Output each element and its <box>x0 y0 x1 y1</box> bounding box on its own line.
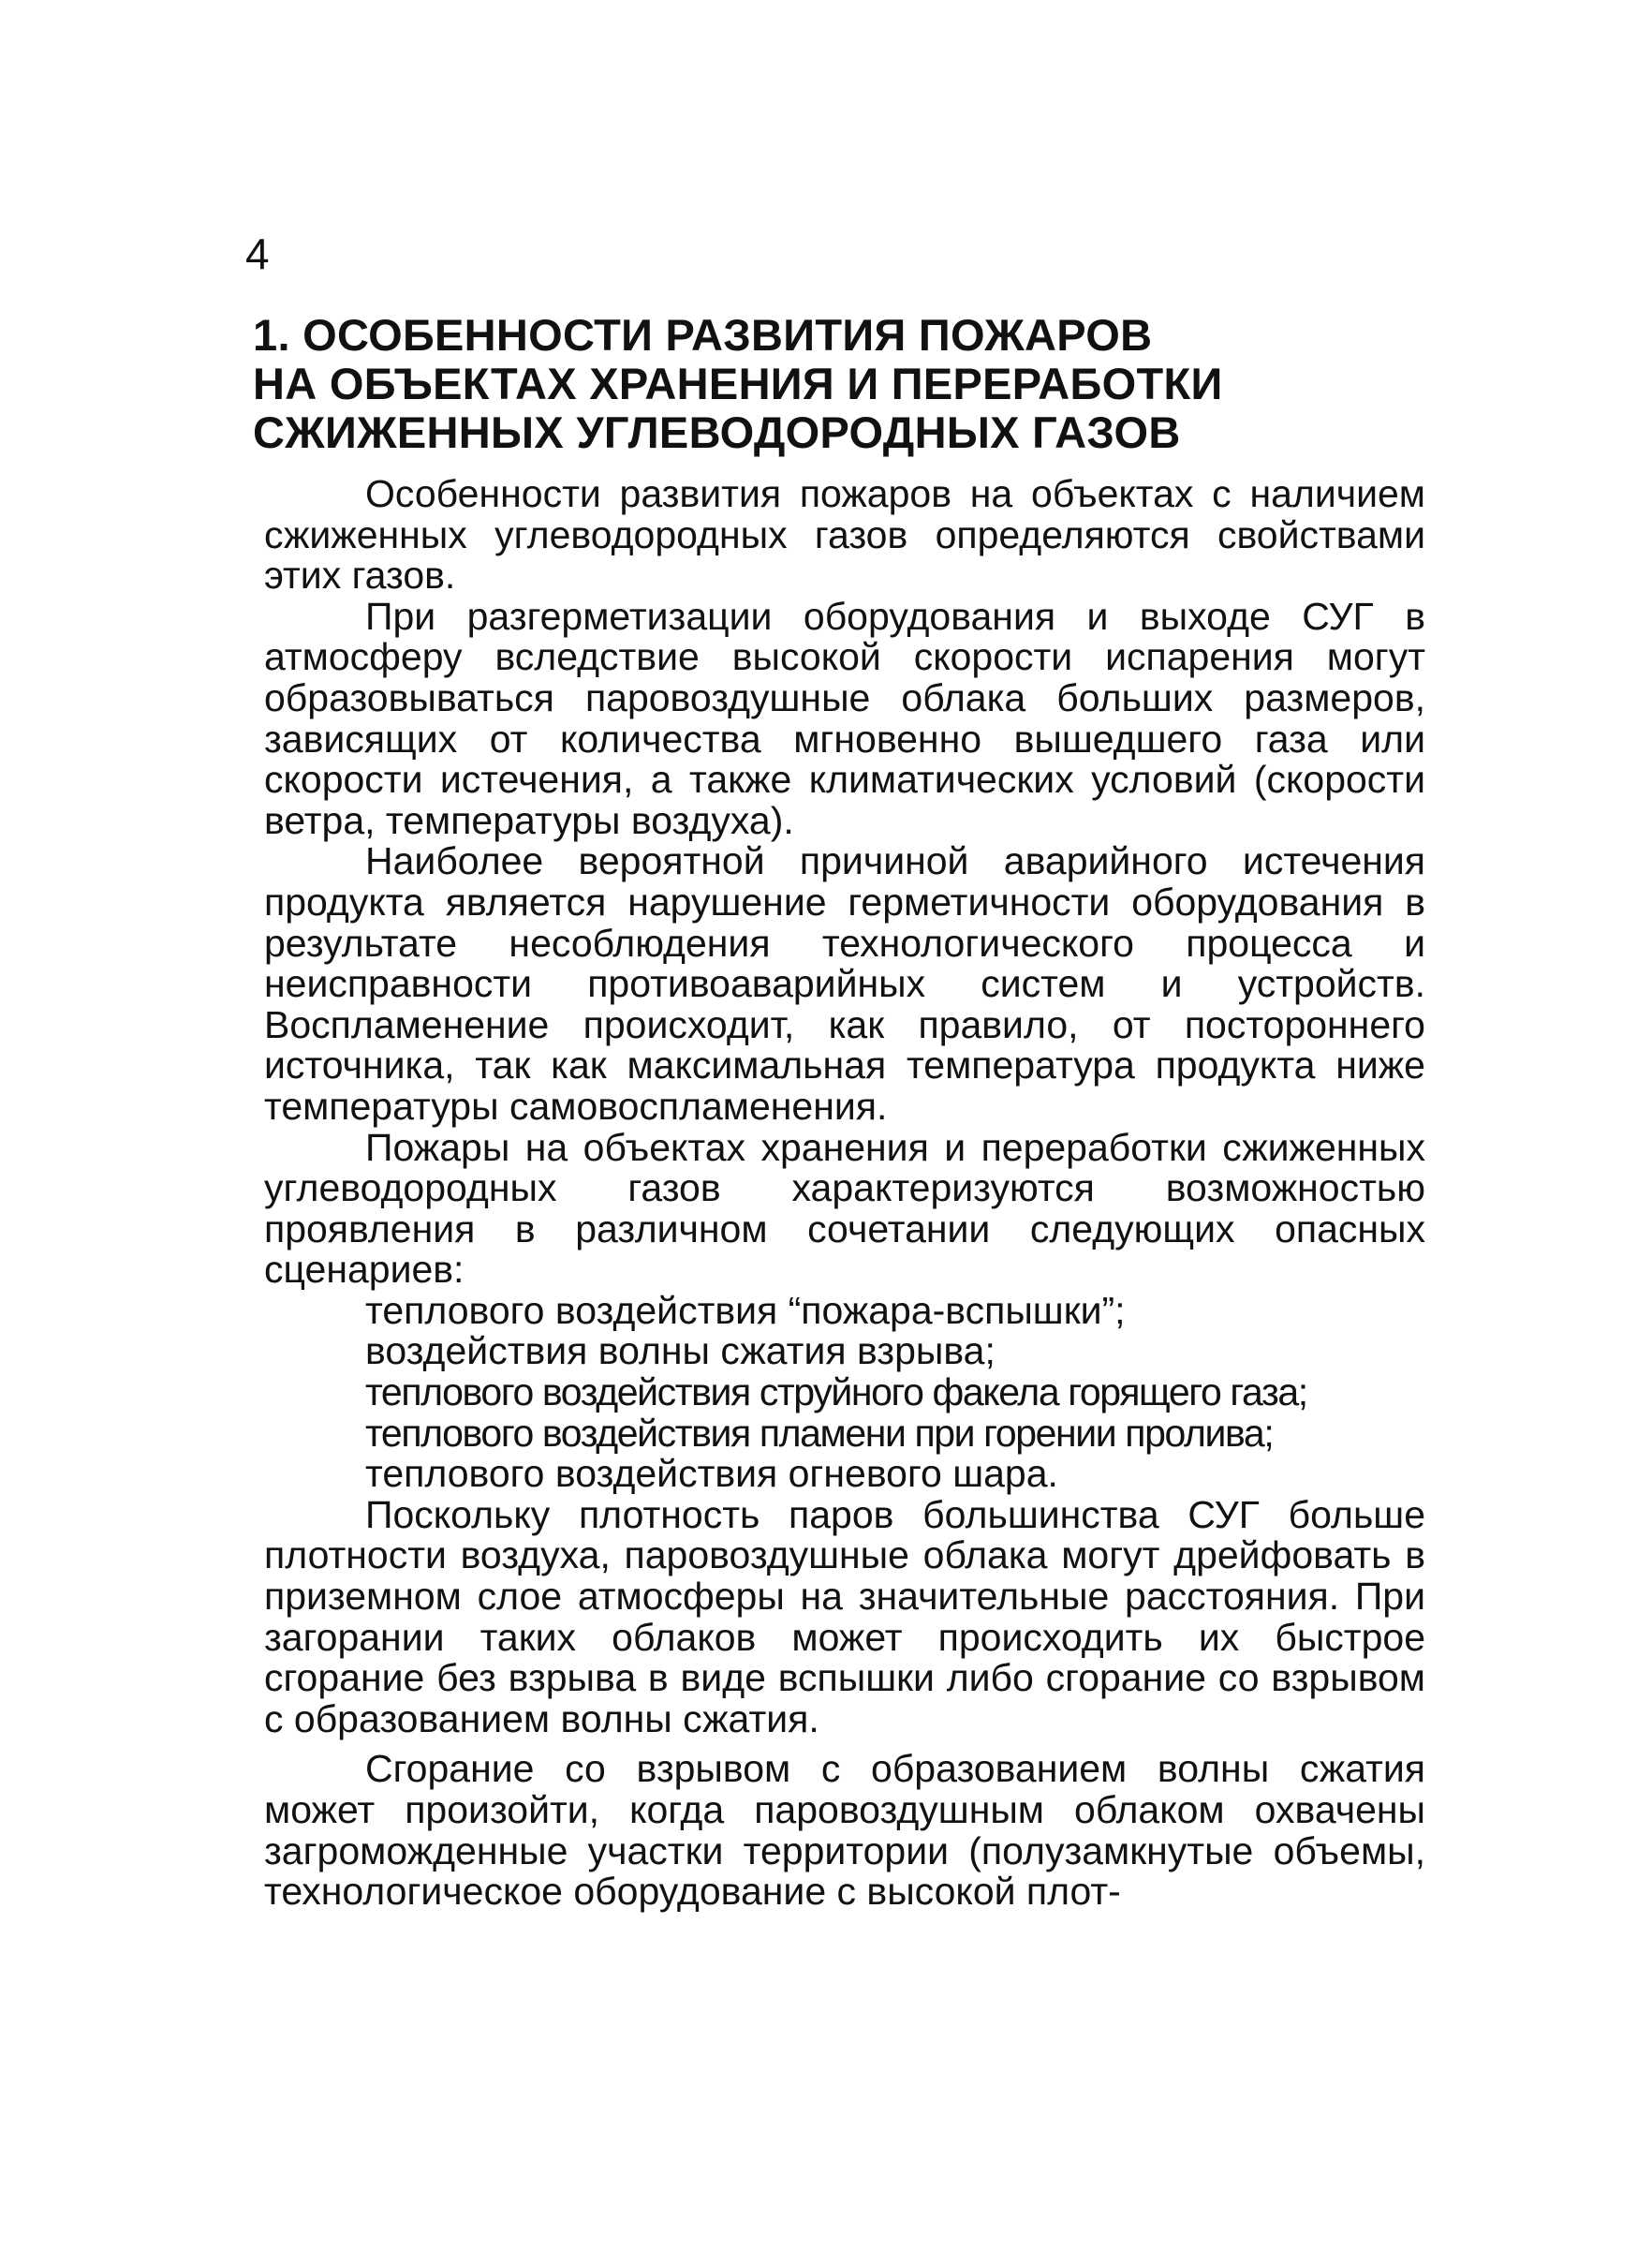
scenario-item: теплового воздействия струйного факела горящего газа; <box>365 1370 1307 1414</box>
scenario-list <box>264 1288 1425 1496</box>
page-number: 4 <box>245 229 270 278</box>
scenario-item: теплового воздействия огневого шара. <box>365 1452 1058 1496</box>
paragraph: Поскольку плотность паров большинства СУГ больше плотности воздуха, паровоздушные облака могут дрейфовать в приземном слое атмосферы на значительные расстояния. При загорании таких облаков может происходить их быстрое сгорание без взрыва в виде вспышки либо сгорание со взрывом с образованием волны сжатия. <box>264 1492 1425 1740</box>
section-heading-line: 1. ОСОБЕННОСТИ РАЗВИТИЯ ПОЖАРОВ <box>253 310 1153 360</box>
body-text <box>264 474 1425 1913</box>
paragraph: Пожары на объектах хранения и переработки сжиженных углеводородных газов характеризуются возможностью проявления в различном сочетании следующих опасных сценариев: <box>264 1125 1425 1292</box>
scenario-item: теплового воздействия “пожара-вспышки”; <box>365 1288 1126 1332</box>
section-heading <box>253 311 1489 457</box>
section-heading-line: НА ОБЪЕКТАХ ХРАНЕНИЯ И ПЕРЕРАБОТКИ <box>253 359 1223 408</box>
paragraph: Особенности развития пожаров на объектах с наличием сжиженных углеводородных газов определяются свойствами этих газов. <box>264 472 1425 598</box>
paragraph: При разгерметизации оборудования и выходе СУГ в атмосферу вследствие высокой скорости испарения могут образовываться паровоздушные облака больших размеров, зависящих от количества мгновенно вышедшего газа или скорости истечения, а также климатических условий (скорости ветра, температуры воздуха). <box>264 594 1425 842</box>
paragraph: Сгорание со взрывом с образованием волны сжатия может произойти, когда паровоздушным облаком охвачены загроможденные участки территории (полузамкнутые объемы, технологическое оборудование с высокой плот- <box>264 1747 1425 1914</box>
section-heading-line: СЖИЖЕННЫХ УГЛЕВОДОРОДНЫХ ГАЗОВ <box>253 407 1181 457</box>
scenario-item: теплового воздействия пламени при горении пролива; <box>365 1411 1274 1455</box>
scenario-item: воздействия волны сжатия взрыва; <box>365 1329 996 1373</box>
paragraph: Наиболее вероятной причиной аварийного истечения продукта является нарушение герметичности оборудования в результате несоблюдения технологического процесса и неисправности противоаварийных систем и устройств. Воспламенение происходит, как правило, от постороннего источника, так как максимальная температура продукта ниже температуры самовоспламенения. <box>264 839 1425 1128</box>
